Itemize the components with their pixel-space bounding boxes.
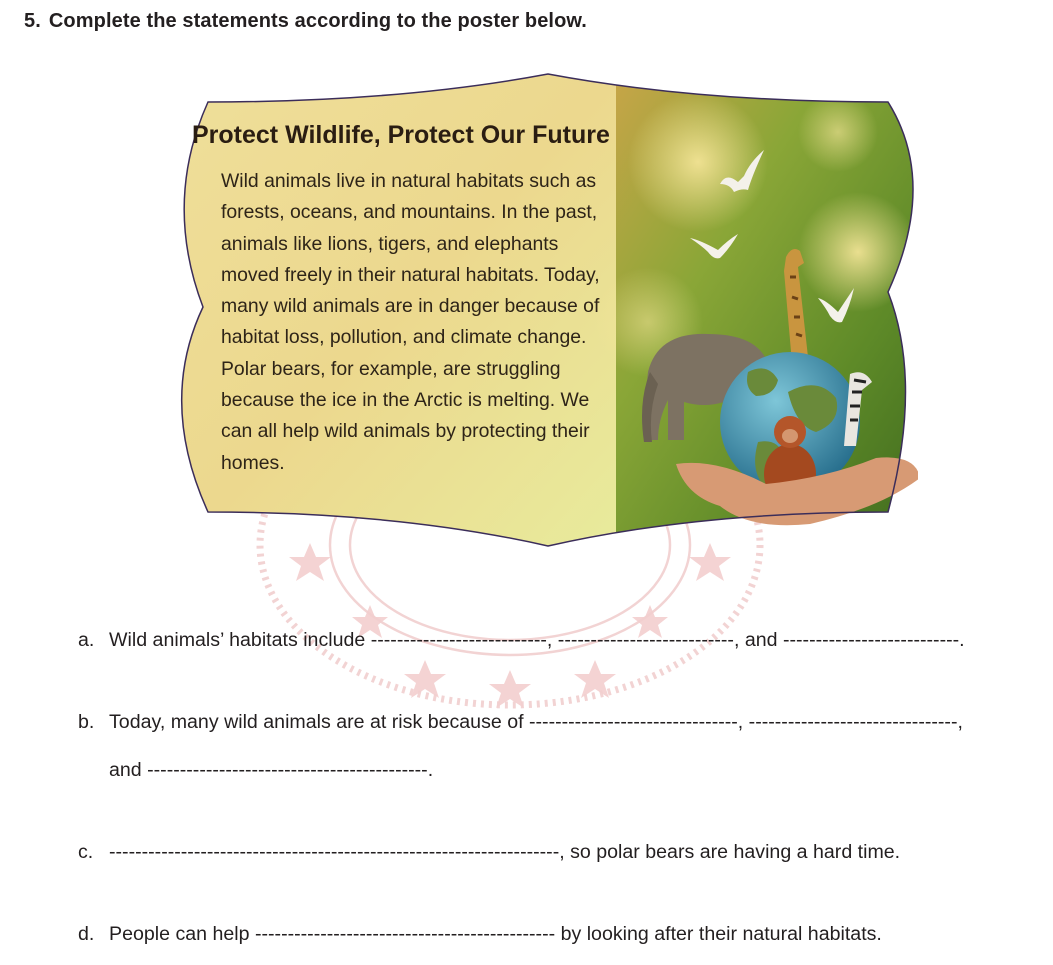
question-text: ---------------------------------------------------------------------, so polar bears are having a hard time. [109, 841, 901, 863]
poster-title: Protect Wildlife, Protect Our Future [192, 121, 610, 149]
question-text: People can help ---------------------------------------------- by looking after their natural habitats. [109, 923, 882, 945]
question-b-continued: and -------------------------------------------. [109, 759, 434, 781]
poster-body-text: Wild animals live in natural habitats such as forests, oceans, and mountains. In the past, animals like lions, tigers, and elephants moved freely in their natural habitats. Today, many wild animals are in danger because of habitat loss, pollution, and climate change. Polar bears, for example, are struggling because the ice in the Arctic is melting. We can all help wild animals by protecting their homes. [221, 170, 600, 474]
question-letter: c. [78, 841, 94, 863]
exercise-number: 5. [24, 10, 41, 32]
question-text: Wild animals’ habitats include ---------------------------, ---------------------------, and ---------------------------. [109, 629, 965, 651]
question-letter: b. [78, 711, 95, 733]
exercise-heading [24, 10, 587, 33]
question-letter: d. [78, 923, 95, 945]
question-b [78, 711, 963, 734]
question-a [78, 629, 965, 652]
exercise-instruction: Complete the statements according to the poster below. [48, 10, 587, 32]
question-letter: a. [78, 629, 95, 651]
question-c [78, 841, 900, 864]
question-d [78, 923, 882, 946]
question-text: Today, many wild animals are at risk because of --------------------------------, --------------------------------, [109, 711, 963, 733]
